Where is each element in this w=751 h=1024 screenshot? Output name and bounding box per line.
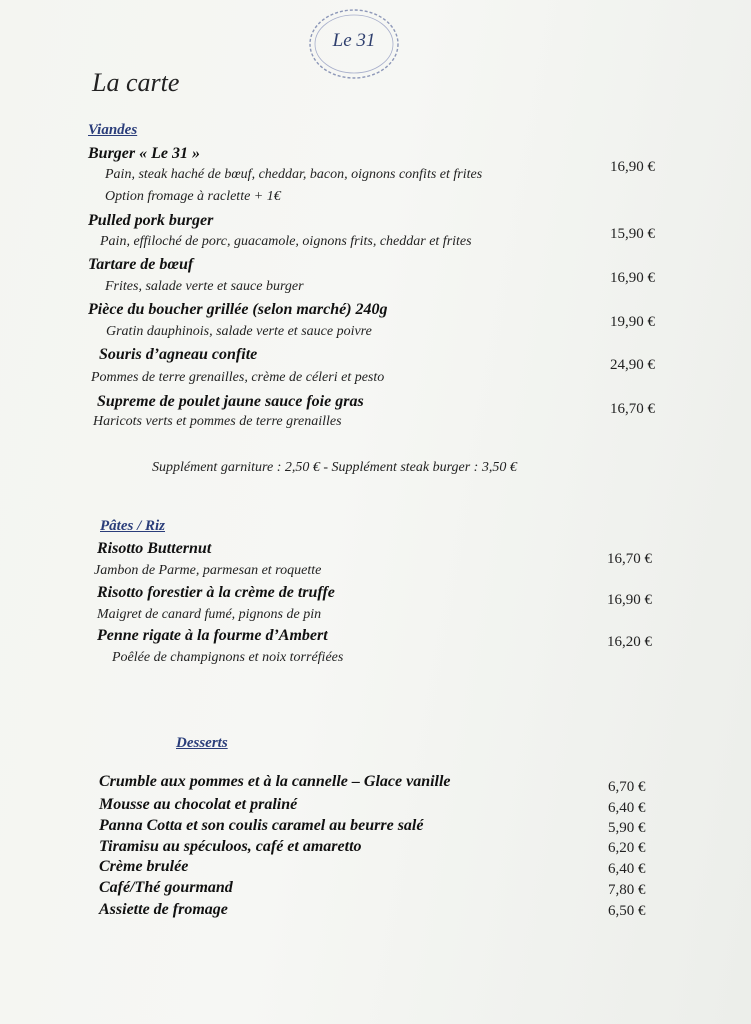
dessert-name: Café/Thé gourmand bbox=[99, 879, 233, 896]
dish-description: Frites, salade verte et sauce burger bbox=[105, 279, 304, 294]
dessert-name: Mousse au chocolat et praliné bbox=[99, 796, 298, 813]
section-heading-viandes: Viandes bbox=[88, 122, 138, 138]
dish-price: 16,90 € bbox=[610, 159, 655, 175]
dessert-price: 7,80 € bbox=[608, 882, 646, 898]
dish-price: 16,90 € bbox=[607, 592, 652, 608]
dessert-price: 6,50 € bbox=[608, 903, 646, 919]
dessert-name: Tiramisu au spéculoos, café et amaretto bbox=[99, 838, 362, 855]
dessert-price: 5,90 € bbox=[608, 820, 646, 836]
dessert-name: Crème brulée bbox=[99, 858, 189, 875]
dessert-price: 6,20 € bbox=[608, 840, 646, 856]
dish-description: Maigret de canard fumé, pignons de pin bbox=[97, 607, 322, 622]
dish-name: Pièce du boucher grillée (selon marché) 240g bbox=[88, 301, 388, 318]
dish-description: Pain, steak haché de bœuf, cheddar, bacon, oignons confits et frites bbox=[105, 167, 483, 182]
dessert-name: Crumble aux pommes et à la cannelle – Glace vanille bbox=[99, 773, 451, 790]
dish-description: Pommes de terre grenailles, crème de céleri et pesto bbox=[91, 370, 385, 385]
dessert-name: Panna Cotta et son coulis caramel au beurre salé bbox=[99, 817, 424, 834]
dish-name: Risotto forestier à la crème de truffe bbox=[97, 584, 335, 601]
dish-price: 19,90 € bbox=[610, 314, 655, 330]
dish-description: Option fromage à raclette + 1€ bbox=[105, 189, 281, 204]
dish-name: Tartare de bœuf bbox=[88, 256, 194, 273]
dessert-price: 6,70 € bbox=[608, 779, 646, 795]
section-heading-desserts: Desserts bbox=[176, 735, 228, 751]
dish-description: Jambon de Parme, parmesan et roquette bbox=[94, 563, 322, 578]
dish-price: 24,90 € bbox=[610, 357, 655, 373]
dish-description: Poêlée de champignons et noix torréfiées bbox=[112, 650, 344, 665]
dish-name: Risotto Butternut bbox=[97, 540, 212, 557]
dish-name: Pulled pork burger bbox=[88, 212, 214, 229]
dish-price: 16,70 € bbox=[610, 401, 655, 417]
dish-name: Supreme de poulet jaune sauce foie gras bbox=[97, 393, 364, 410]
supplement-note: Supplément garniture : 2,50 € - Supplément steak burger : 3,50 € bbox=[152, 460, 517, 475]
dish-name: Burger « Le 31 » bbox=[88, 145, 200, 162]
dish-name: Penne rigate à la fourme d’Ambert bbox=[97, 627, 328, 644]
dish-description: Gratin dauphinois, salade verte et sauce poivre bbox=[106, 324, 372, 339]
dessert-price: 6,40 € bbox=[608, 861, 646, 877]
dish-description: Haricots verts et pommes de terre grenailles bbox=[93, 414, 342, 429]
section-heading-pates: Pâtes / Riz bbox=[100, 518, 166, 534]
logo-text: Le 31 bbox=[332, 30, 376, 51]
dish-name: Souris d’agneau confite bbox=[99, 346, 258, 363]
dish-price: 16,90 € bbox=[610, 270, 655, 286]
page-title: La carte bbox=[92, 68, 180, 97]
dish-description: Pain, effiloché de porc, guacamole, oignons frits, cheddar et frites bbox=[100, 234, 472, 249]
dish-price: 16,70 € bbox=[607, 551, 652, 567]
dish-price: 16,20 € bbox=[607, 634, 652, 650]
dish-price: 15,90 € bbox=[610, 226, 655, 242]
dessert-name: Assiette de fromage bbox=[99, 901, 228, 918]
dessert-price: 6,40 € bbox=[608, 800, 646, 816]
